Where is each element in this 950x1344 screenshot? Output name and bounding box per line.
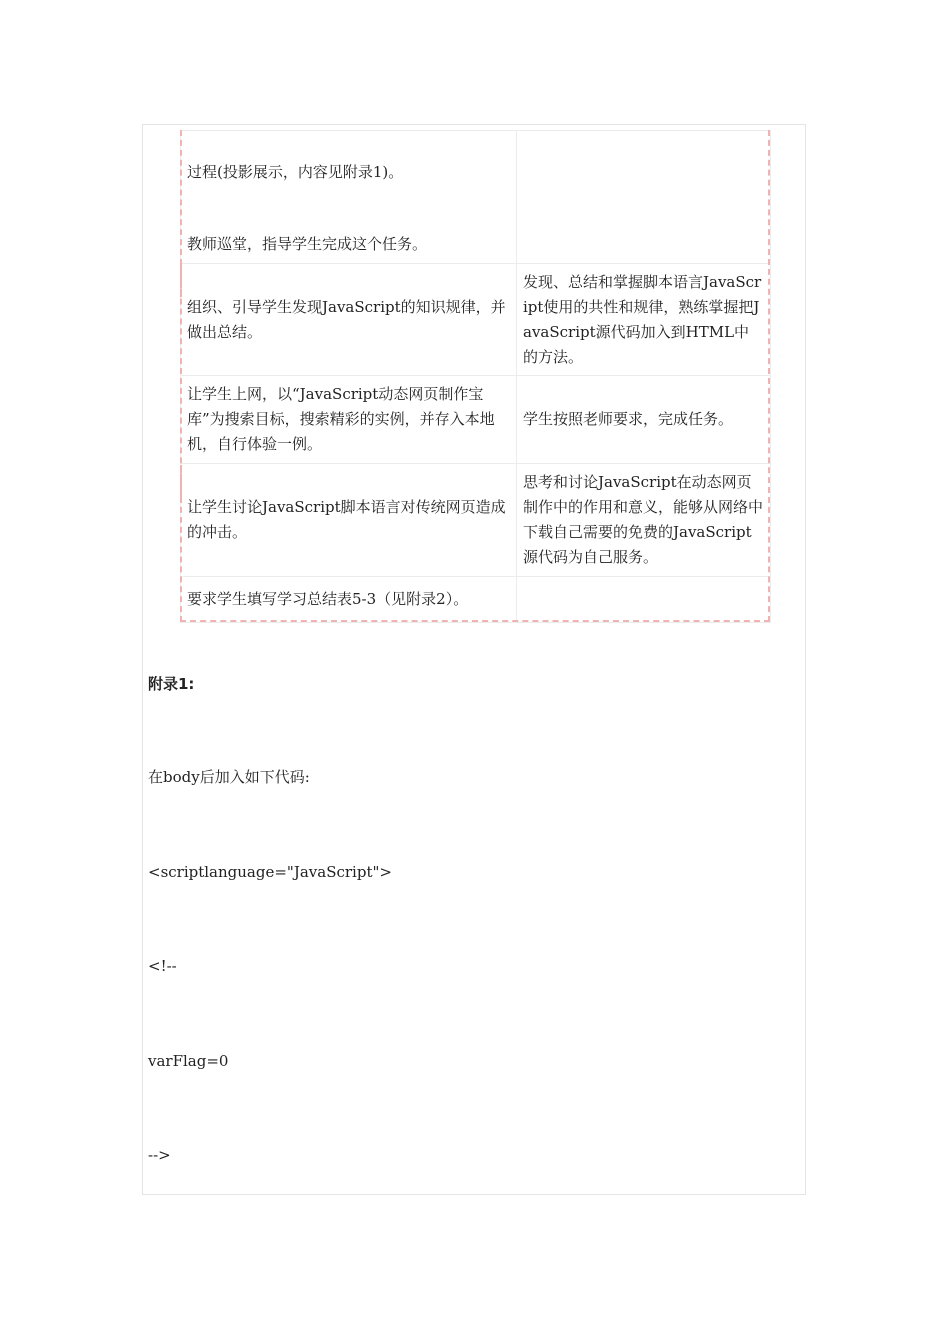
code-line: varFlag=0 (148, 1052, 229, 1070)
table-row (181, 577, 771, 623)
code-line: <!-- (148, 957, 177, 975)
table-row (181, 464, 771, 577)
lesson-plan-table (180, 130, 771, 623)
teacher-activity-cell: 组织、引导学生发现JavaScript的知识规律，并做出总结。 (181, 264, 517, 376)
code-line: <scriptlanguage="JavaScript"> (148, 863, 392, 881)
teacher-activity-cell: 让学生讨论JavaScript脚本语言对传统网页造成的冲击。 (181, 464, 517, 577)
teacher-activity-cell (181, 131, 517, 264)
teacher-activity-cell: 要求学生填写学习总结表5-3（见附录2）。 (181, 577, 517, 623)
student-activity-cell: 学生按照老师要求，完成任务。 (517, 376, 771, 464)
teacher-activity-text: 过程(投影展示，内容见附录1)。 (187, 163, 404, 181)
code-line: --> (148, 1146, 171, 1164)
teacher-activity-cell: 让学生上网，以“JavaScript动态网页制作宝库”为搜索目标，搜索精彩的实例，并存入本地机，自行体验一例。 (181, 376, 517, 464)
appendix-intro: 在body后加入如下代码: (148, 768, 310, 786)
table-row (181, 131, 771, 264)
table-row (181, 376, 771, 464)
student-activity-cell: 发现、总结和掌握脚本语言JavaScript使用的共性和规律，熟练掌握把JavaScript源代码加入到HTML中的方法。 (517, 264, 771, 376)
appendix-heading: 附录1: (148, 675, 195, 693)
table-row (181, 264, 771, 376)
student-activity-cell (517, 131, 771, 264)
student-activity-cell (517, 577, 771, 623)
student-activity-cell: 思考和讨论JavaScript在动态网页制作中的作用和意义，能够从网络中下载自己需要的免费的JavaScript源代码为自己服务。 (517, 464, 771, 577)
teacher-activity-text: 教师巡堂，指导学生完成这个任务。 (187, 235, 428, 253)
